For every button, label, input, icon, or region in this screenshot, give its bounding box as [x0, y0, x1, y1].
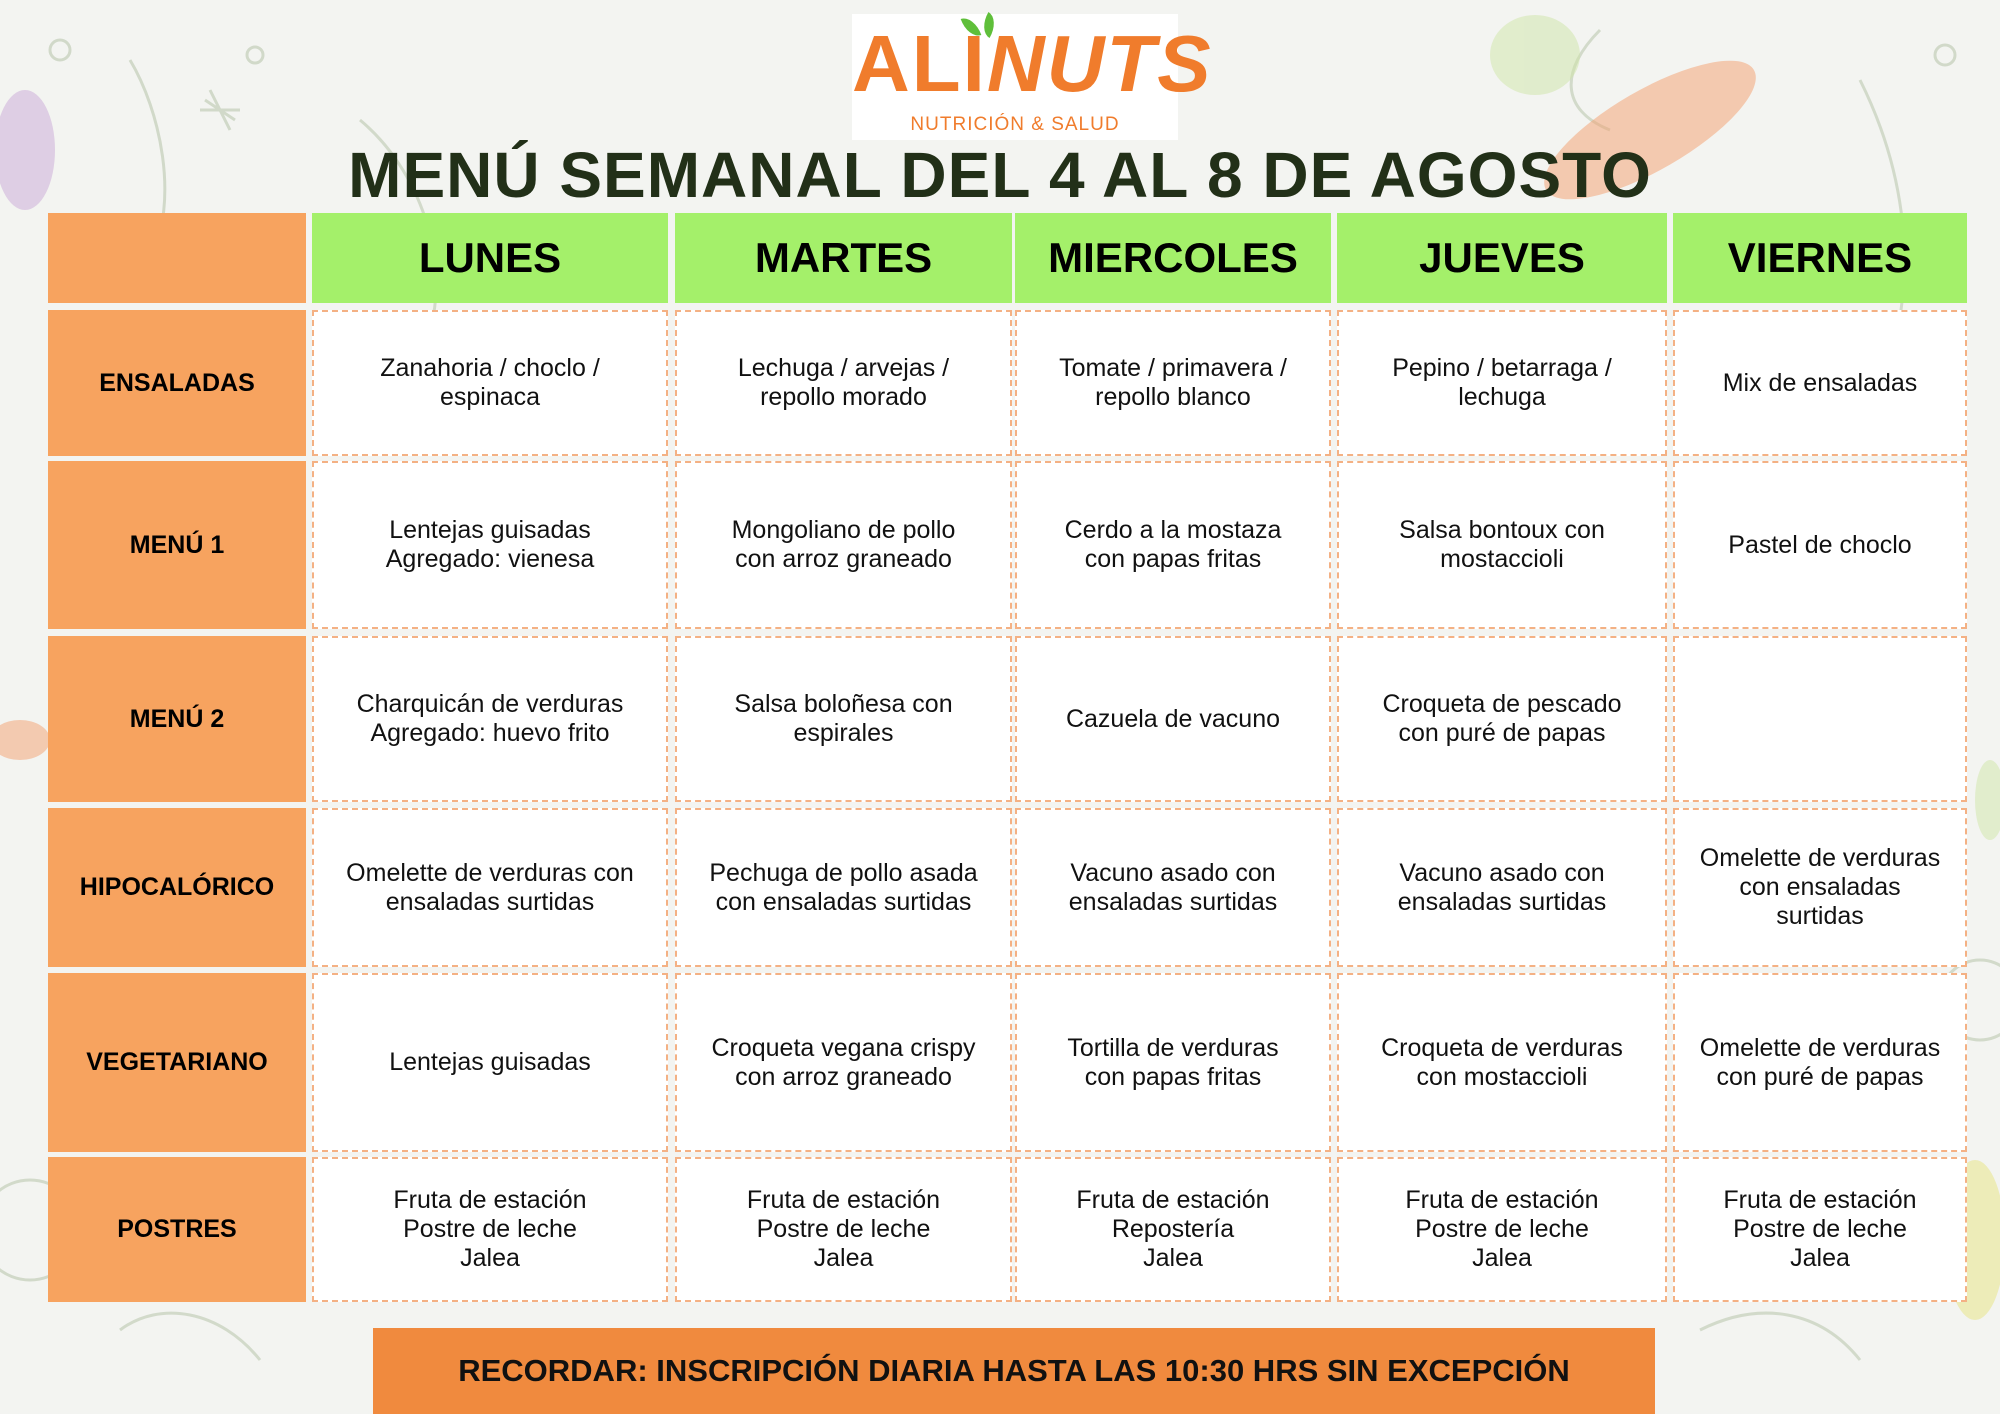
menu-cell — [1673, 636, 1967, 802]
menu-cell-text: Omelette de verduras con ensaladas surtidas — [346, 858, 634, 916]
menu-cell-text: Salsa bontoux con mostaccioli — [1399, 516, 1605, 573]
menu-cell — [1015, 973, 1331, 1152]
menu-cell — [312, 1157, 668, 1302]
menu-cell — [675, 636, 1012, 802]
menu-cell — [312, 636, 668, 802]
menu-cell-text: Fruta de estación Postre de leche Jalea — [1405, 1186, 1599, 1272]
menu-cell — [675, 461, 1012, 629]
menu-cell-text: Tomate / primavera / repollo blanco — [1059, 354, 1287, 411]
menu-cell — [675, 973, 1012, 1152]
menu-cell-text: Fruta de estación Postre de leche Jalea — [1723, 1186, 1917, 1272]
day-header-miercoles: MIERCOLES — [1015, 213, 1331, 303]
menu-cell — [1337, 808, 1667, 967]
menu-cell-text: Lentejas guisadas — [389, 1048, 591, 1076]
menu-cell — [312, 310, 668, 456]
menu-cell — [312, 461, 668, 629]
menu-cell — [675, 1157, 1012, 1302]
menu-cell — [1015, 461, 1331, 629]
day-header-martes: MARTES — [675, 213, 1012, 303]
menu-cell-text: Zanahoria / choclo / espinaca — [380, 354, 600, 411]
reminder-banner: RECORDAR: INSCRIPCIÓN DIARIA HASTA LAS 10:30 HRS SIN EXCEPCIÓN — [373, 1328, 1655, 1414]
menu-cell — [1337, 636, 1667, 802]
menu-cell — [1015, 808, 1331, 967]
menu-cell — [675, 808, 1012, 967]
menu-cell — [1337, 1157, 1667, 1302]
day-header-viernes: VIERNES — [1673, 213, 1967, 303]
menu-cell — [1015, 1157, 1331, 1302]
menu-cell-text: Vacuno asado con ensaladas surtidas — [1397, 858, 1607, 916]
menu-cell — [1673, 461, 1967, 629]
menu-cell-text: Fruta de estación Postre de leche Jalea — [393, 1186, 587, 1272]
menu-cell — [1337, 461, 1667, 629]
menu-cell-text: Pechuga de pollo asada con ensaladas surtidas — [709, 858, 978, 916]
alinuts-logo — [852, 14, 1213, 140]
row-label: MENÚ 2 — [48, 636, 306, 802]
page-title: MENÚ SEMANAL DEL 4 AL 8 DE AGOSTO — [348, 139, 1652, 211]
menu-cell — [1673, 973, 1967, 1152]
menu-cell — [1673, 310, 1967, 456]
menu-cell-text: Cazuela de vacuno — [1065, 704, 1281, 733]
menu-cell — [1337, 310, 1667, 456]
menu-cell-text: Lentejas guisadas Agregado: vienesa — [385, 516, 595, 573]
day-header-jueves: JUEVES — [1337, 213, 1667, 303]
menu-cell-text: Lechuga / arvejas / repollo morado — [737, 354, 950, 411]
menu-cell-text: Mix de ensaladas — [1722, 368, 1918, 397]
menu-cell-text: Omelette de verduras con puré de papas — [1699, 1033, 1941, 1091]
menu-cell-text: Cerdo a la mostaza con papas fritas — [1064, 516, 1282, 573]
menu-cell — [1673, 1157, 1967, 1302]
menu-cell — [675, 310, 1012, 456]
row-label: VEGETARIANO — [48, 973, 306, 1152]
logo-wordmark: ALINUTS — [852, 19, 1213, 108]
menu-cell-text: Croqueta vegana crispy con arroz graneado — [711, 1033, 976, 1091]
table-corner — [48, 213, 306, 303]
menu-cell-text: Charquicán de verduras Agregado: huevo frito — [356, 690, 624, 747]
menu-cell — [1337, 973, 1667, 1152]
menu-cell-text: Omelette de verduras con ensaladas surtidas — [1699, 844, 1941, 930]
row-label: POSTRES — [48, 1157, 306, 1302]
menu-cell — [1015, 310, 1331, 456]
menu-cell-text: Tortilla de verduras con papas fritas — [1067, 1033, 1279, 1091]
menu-cell-text: Croqueta de verduras con mostaccioli — [1381, 1033, 1623, 1091]
menu-cell-text: Salsa boloñesa con espirales — [734, 690, 953, 747]
menu-cell-text: Croqueta de pescado con puré de papas — [1382, 690, 1622, 747]
menu-cell-text: Pastel de choclo — [1728, 530, 1912, 559]
menu-cell-text: Mongoliano de pollo con arroz graneado — [731, 516, 956, 573]
menu-cell-text: Pepino / betarraga / lechuga — [1392, 354, 1612, 411]
menu-cell — [312, 973, 668, 1152]
menu-cell-text: Vacuno asado con ensaladas surtidas — [1068, 858, 1278, 916]
menu-cell — [312, 808, 668, 967]
menu-cell — [1015, 636, 1331, 802]
row-label: HIPOCALÓRICO — [48, 808, 306, 967]
logo-tagline: NUTRICIÓN & SALUD — [910, 114, 1120, 135]
menu-cell-text: Fruta de estación Postre de leche Jalea — [746, 1186, 941, 1272]
day-header-lunes: LUNES — [312, 213, 668, 303]
menu-cell-text: Fruta de estación Repostería Jalea — [1076, 1186, 1270, 1272]
row-label: ENSALADAS — [48, 310, 306, 456]
menu-cell — [1673, 808, 1967, 967]
row-label: MENÚ 1 — [48, 461, 306, 629]
